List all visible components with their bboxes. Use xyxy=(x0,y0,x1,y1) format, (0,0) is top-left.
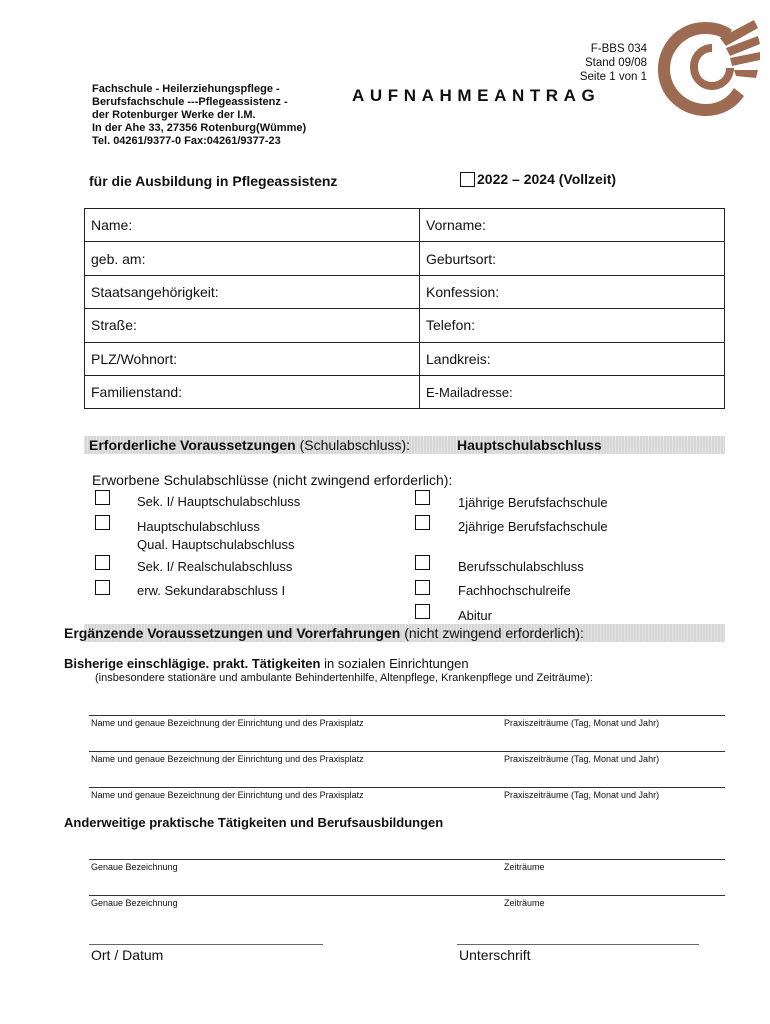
hands-circle-logo-icon xyxy=(650,14,760,124)
practice-caption-left: Name und genaue Bezeichnung der Einrichtung und des Praxisplatz xyxy=(91,718,364,728)
option-sublabel: Qual. Hauptschulabschluss xyxy=(137,537,295,552)
practice-title xyxy=(64,656,469,671)
other-caption-left: Genaue Bezeichnung xyxy=(91,898,178,908)
practice-line-3[interactable] xyxy=(89,787,725,788)
option-label: Hauptschulabschluss xyxy=(137,519,260,534)
practice-caption-right: Praxiszeiträume (Tag, Monat und Jahr) xyxy=(504,790,660,800)
checkbox-hauptschule[interactable] xyxy=(95,515,110,530)
field-district[interactable]: Landkreis: xyxy=(420,342,725,375)
field-confession[interactable]: Konfession: xyxy=(420,275,725,308)
field-birth-place[interactable]: Geburtsort: xyxy=(420,242,725,275)
school-address xyxy=(92,83,306,148)
practice-title-rest: in sozialen Einrichtungen xyxy=(320,656,469,671)
form-code: F-BBS 034 xyxy=(590,43,647,55)
checkbox-1jaehrige[interactable] xyxy=(415,490,430,505)
other-line-1[interactable] xyxy=(89,859,725,860)
table-row xyxy=(85,342,725,375)
practice-line-1[interactable] xyxy=(89,715,725,716)
checkbox-sek1-hauptschule[interactable] xyxy=(95,490,110,505)
other-caption-right: Zeiträume xyxy=(504,898,545,908)
requirements-value: Hauptschulabschluss xyxy=(457,437,602,453)
requirements-label xyxy=(89,436,410,454)
practice-caption-right: Praxiszeiträume (Tag, Monat und Jahr) xyxy=(504,718,660,728)
course-option xyxy=(460,171,616,187)
field-first-name[interactable]: Vorname: xyxy=(420,209,725,242)
option-label: erw. Sekundarabschluss I xyxy=(137,583,286,598)
school-line: der Rotenburger Werke der I.M. xyxy=(92,109,256,121)
school-line: Tel. 04261/9377-0 Fax:04261/9377-23 xyxy=(92,135,281,147)
practice-line-2[interactable] xyxy=(89,751,725,752)
supplementary-label xyxy=(64,624,584,642)
course-checkbox[interactable] xyxy=(460,172,475,187)
option-label: Sek. I/ Hauptschulabschluss xyxy=(137,494,301,509)
school-line: Fachschule - Heilerziehungspflege - xyxy=(92,83,280,95)
form-title: AUFNAHMEANTRAG xyxy=(352,86,601,105)
personal-data-table xyxy=(84,208,725,409)
practice-caption-left: Name und genaue Bezeichnung der Einrichtung und des Praxisplatz xyxy=(91,754,364,764)
field-phone[interactable]: Telefon: xyxy=(420,309,725,342)
checkbox-abitur[interactable] xyxy=(415,604,430,619)
certificates-title: Erworbene Schulabschlüsse (nicht zwingend erforderlich): xyxy=(92,472,453,488)
option-label: Fachhochschulreife xyxy=(458,583,571,598)
training-subtitle: für die Ausbildung in Pflegeassistenz xyxy=(89,173,338,189)
form-version: Stand 09/08 xyxy=(584,57,647,69)
option-label: Sek. I/ Realschulabschluss xyxy=(137,559,293,574)
table-row xyxy=(85,309,725,342)
other-line-2[interactable] xyxy=(89,895,725,896)
school-line: Berufsfachschule ---Pflegeassistenz - xyxy=(92,96,288,108)
field-email[interactable]: E-Mailadresse: xyxy=(420,375,725,408)
field-zip-city[interactable]: PLZ/Wohnort: xyxy=(85,342,420,375)
field-nationality[interactable]: Staatsangehörigkeit: xyxy=(85,275,420,308)
school-line: In der Ahe 33, 27356 Rotenburg(Wümme) xyxy=(92,122,307,134)
checkbox-fachhochschulreife[interactable] xyxy=(415,580,430,595)
requirements-label-bold: Erforderliche Voraussetzungen xyxy=(89,437,296,453)
table-row xyxy=(85,242,725,275)
form-code-block xyxy=(580,42,647,84)
other-caption-right: Zeiträume xyxy=(504,862,545,872)
table-row xyxy=(85,209,725,242)
supplementary-label-bold: Ergänzende Voraussetzungen und Vorerfahrungen xyxy=(64,625,401,641)
field-name[interactable]: Name: xyxy=(85,209,420,242)
option-label: 2jährige Berufsfachschule xyxy=(458,519,608,534)
signature-label: Unterschrift xyxy=(459,947,531,963)
other-caption-left: Genaue Bezeichnung xyxy=(91,862,178,872)
practice-caption-right: Praxiszeiträume (Tag, Monat und Jahr) xyxy=(504,754,660,764)
other-title: Anderweitige praktische Tätigkeiten und Berufsausbildungen xyxy=(64,815,444,830)
checkbox-berufsschule[interactable] xyxy=(415,555,430,570)
checkbox-2jaehrige[interactable] xyxy=(415,515,430,530)
checkbox-erw-sekundar[interactable] xyxy=(95,580,110,595)
page-number: Seite 1 von 1 xyxy=(579,71,647,83)
practice-title-bold: Bisherige einschlägige. prakt. Tätigkeiten xyxy=(64,656,321,671)
option-label: Berufsschulabschluss xyxy=(458,559,584,574)
field-street[interactable]: Straße: xyxy=(85,309,420,342)
place-date-line[interactable] xyxy=(89,944,323,945)
signature-line[interactable] xyxy=(457,944,699,945)
course-option-label: 2022 – 2024 (Vollzeit) xyxy=(477,171,617,187)
option-label: Abitur xyxy=(458,608,492,623)
place-date-label: Ort / Datum xyxy=(91,947,164,963)
field-marital-status[interactable]: Familienstand: xyxy=(85,375,420,408)
option-label: 1jährige Berufsfachschule xyxy=(458,495,608,510)
field-birth-date[interactable]: geb. am: xyxy=(85,242,420,275)
supplementary-label-rest: (nicht zwingend erforderlich): xyxy=(400,625,584,641)
table-row xyxy=(85,275,725,308)
checkbox-realschule[interactable] xyxy=(95,555,110,570)
practice-caption-left: Name und genaue Bezeichnung der Einrichtung und des Praxisplatz xyxy=(91,790,364,800)
table-row xyxy=(85,375,725,408)
requirements-label-rest: (Schulabschluss): xyxy=(295,437,411,453)
practice-subtitle: (insbesondere stationäre und ambulante Behindertenhilfe, Altenpflege, Krankenpflege und Zeiträume): xyxy=(95,672,593,684)
